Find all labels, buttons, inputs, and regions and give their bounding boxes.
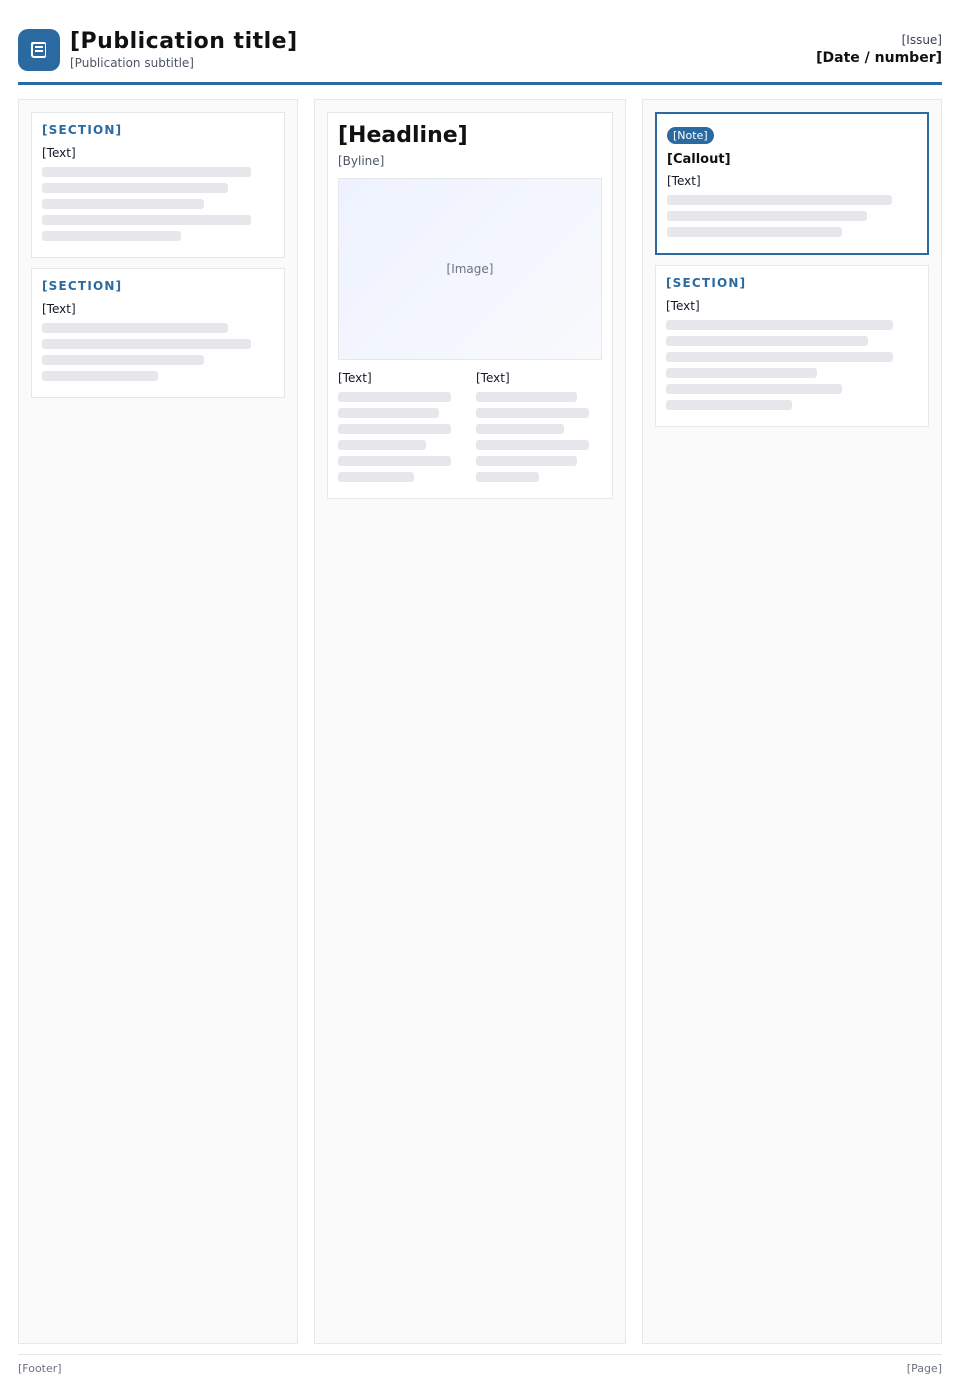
text-line — [42, 355, 204, 365]
article-figure — [338, 178, 602, 360]
figure-caption: [Image] — [446, 262, 494, 277]
brand-logo — [18, 29, 60, 71]
text-line — [667, 211, 867, 221]
publication-title: [Publication title] — [70, 28, 298, 54]
text-line — [42, 199, 204, 209]
text-line — [667, 195, 892, 205]
left-section-1 — [31, 112, 285, 258]
article-col-2 — [476, 370, 602, 488]
publication-subtitle: [Publication subtitle] — [70, 56, 194, 71]
text-line — [338, 456, 451, 466]
callout-title: [Callout] — [667, 152, 731, 167]
text-line — [338, 408, 439, 418]
right-section-3 — [655, 265, 929, 427]
article-col-1 — [338, 370, 464, 488]
text-line — [666, 320, 893, 330]
issue-info — [816, 33, 942, 67]
text-line — [476, 472, 539, 482]
article-col-1-text: [Text] — [338, 371, 372, 386]
footer — [18, 1354, 942, 1377]
main-article — [327, 112, 613, 499]
text-line — [666, 352, 893, 362]
left-column — [18, 99, 298, 1344]
right-column — [642, 99, 942, 1344]
main-column — [314, 99, 626, 1344]
text-line — [42, 323, 228, 333]
text-line — [42, 183, 228, 193]
text-line — [42, 215, 251, 225]
text-line — [338, 424, 451, 434]
issue-value: [Date / number] — [816, 49, 942, 66]
text-line — [338, 440, 426, 450]
text-line — [42, 231, 181, 241]
article-col-2-text: [Text] — [476, 371, 510, 386]
newspaper-icon — [27, 38, 51, 62]
text-line — [476, 424, 564, 434]
text-line — [666, 368, 817, 378]
right-section-3-title: [SECTION] — [666, 276, 747, 291]
text-line — [476, 440, 589, 450]
footer-left: [Footer] — [18, 1361, 62, 1375]
text-line — [667, 227, 842, 237]
article-headline: [Headline] — [338, 123, 468, 148]
right-callout — [655, 112, 929, 255]
text-line — [666, 384, 842, 394]
left-section-2-text: [Text] — [42, 302, 76, 317]
content — [18, 99, 942, 1344]
text-line — [42, 339, 251, 349]
text-line — [666, 336, 868, 346]
callout-badge: [Note] — [667, 127, 714, 144]
brand-text — [70, 30, 298, 70]
brand — [18, 29, 298, 71]
left-section-2 — [31, 268, 285, 398]
left-section-1-text: [Text] — [42, 146, 76, 160]
callout-text: [Text] — [667, 174, 701, 188]
article-columns — [338, 370, 602, 488]
text-line — [338, 472, 414, 482]
text-line — [476, 392, 577, 402]
left-section-2-title: [SECTION] — [42, 279, 123, 294]
masthead — [18, 18, 942, 85]
text-line — [42, 167, 251, 177]
text-line — [476, 408, 589, 418]
text-line — [338, 392, 451, 402]
text-line — [476, 456, 577, 466]
text-line — [666, 400, 792, 410]
right-section-3-text: [Text] — [666, 299, 700, 314]
text-line — [42, 371, 158, 381]
issue-label: [Issue] — [901, 33, 942, 48]
footer-right: [Page] — [906, 1361, 942, 1375]
left-section-1-title: [SECTION] — [42, 123, 123, 137]
article-byline: [Byline] — [338, 154, 385, 169]
